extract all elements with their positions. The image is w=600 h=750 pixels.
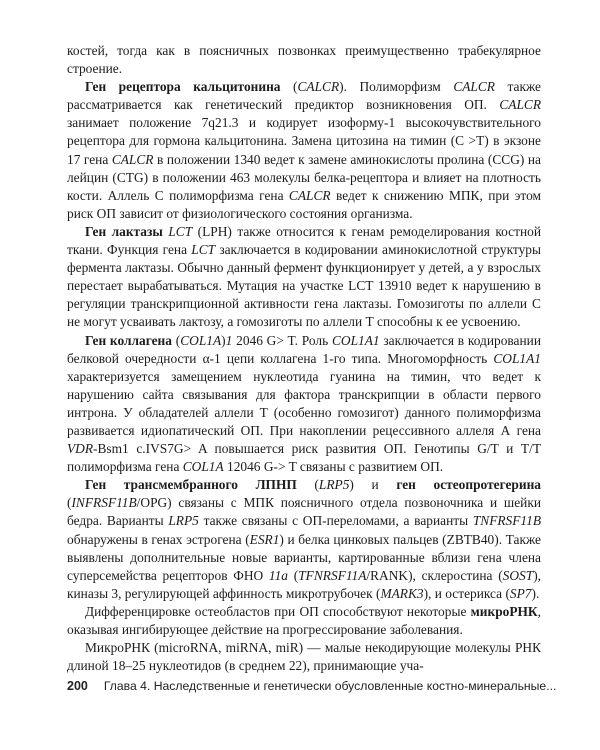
text-run: занимает положение 7q21.3 и кодирует изоформу-1 высокочувствительного рецептора для гормона кальцитонина. Замена цитозина на тимин (С >Т) в экзоне 17 гена xyxy=(67,115,541,167)
gene-symbol: LCT xyxy=(191,242,216,258)
gene-symbol: VDR xyxy=(67,441,94,457)
text-run: , оказывая ингибирующее действие на прогрессирование заболевания. xyxy=(67,603,541,637)
gene-symbol: SP7 xyxy=(509,585,532,601)
text-run: ведет к снижению МПК, при этом риск ОП зависит от физиологического состояния организма. xyxy=(67,187,541,221)
gene-symbol: CALCR xyxy=(453,79,495,95)
gene-symbol: 1 xyxy=(225,332,233,348)
text-run: ). Полиморфизм xyxy=(339,79,454,95)
text-run: Дифференцировке остеобластов при ОП способствуют некоторые xyxy=(85,603,471,619)
gene-symbol: ESR1 xyxy=(249,531,280,547)
text-run: костей, тогда как в поясничных позвонках преимущественно трабекулярное строение. xyxy=(67,43,541,77)
text-run: ( xyxy=(67,495,72,511)
page-footer xyxy=(67,678,557,693)
text-run: /OPG) связаны с МПК поясничного отдела позвоночника и шейки бедра. Варианты xyxy=(67,495,541,529)
bold-term: Ген трансмембранного ЛПНП xyxy=(85,477,297,493)
text-run: ) и белка цинковых пальцев (ZBTB40). Также выявлены дополнительные новые варианты, картированные вблизи гена члена суперсемейства рецепторов ФНО xyxy=(67,531,541,583)
paragraph xyxy=(67,332,541,477)
text-run: также связаны с ОП-переломами, а варианты xyxy=(198,513,473,529)
gene-symbol: LCT xyxy=(168,223,193,239)
text-run: ). xyxy=(531,585,540,601)
text-run: в положении 1340 ведет к замене аминокислоты пролина (CCG) на лейцин (CTG) в положении 463 молекулы белка-рецептора и влияет на плотность кости. Аллель С полиморфизма гена xyxy=(67,151,541,203)
gene-symbol: COL1A1 xyxy=(331,332,380,348)
gene-symbol: CALCR xyxy=(111,151,154,167)
text-run: 12046 G-> T связаны с развитием ОП. xyxy=(223,459,444,475)
bold-term: ген остеопротегерина xyxy=(396,477,542,493)
gene-symbol: LRP5 xyxy=(318,477,350,493)
text-run: ), киназы 3, регулирующей аффинность микротрубочек ( xyxy=(67,567,541,601)
paragraph xyxy=(67,223,541,332)
paragraph xyxy=(67,603,541,639)
text-run: ( xyxy=(280,79,298,95)
body-text xyxy=(67,42,541,675)
gene-symbol: CALCR xyxy=(297,79,340,95)
gene-symbol: TFNRSF11A xyxy=(298,567,367,583)
gene-symbol: COL1A1 xyxy=(493,350,541,366)
bold-term: Ген коллагена xyxy=(85,332,172,348)
gene-symbol: COL1A xyxy=(180,332,222,348)
text-run: характеризуется замещением нуклеотида гуанина на тимин, что ведет к нарушению сайта связывания для фактора транскрипции в области первого интрона. У обладателей аллели Т (особенно гомозигот) данного полиморфизма развивается идиопатический ОП. При накоплении рецессивного аллеля А гена xyxy=(67,368,541,438)
text-run: /RANK), склеростина ( xyxy=(366,567,503,583)
gene-symbol: MARK3 xyxy=(380,585,424,601)
gene-symbol: CALCR xyxy=(499,97,541,113)
gene-symbol: LRP5 xyxy=(168,513,199,529)
gene-symbol: 11a xyxy=(268,567,288,583)
paragraph xyxy=(67,78,541,223)
gene-symbol: CALCR xyxy=(288,187,331,203)
bold-term: микроРНК xyxy=(470,603,538,619)
text-run: также рассматривается как генетический предиктор возникновения ОП. xyxy=(67,79,541,113)
text-run: обнаружены в генах эстрогена ( xyxy=(67,531,250,547)
text-run: заключается в кодировании белковой очередности α-1 цепи коллагена 1-го типа. Многоморфность xyxy=(67,332,541,366)
bold-term: Ген лактазы xyxy=(85,223,163,239)
gene-symbol: INFRSF11B xyxy=(71,495,137,511)
paragraph xyxy=(67,639,541,675)
text-run: ) xyxy=(221,332,226,348)
text-run: заключается в кодировании аминокислотной структуры фермента лактазы. Обычно данный фермент функционирует у детей, а у взрослых перестает вырабатываться. Мутация на участке LCT 13910 ведет к нарушению в регуляции транскрипционной активности гена лактазы. Гомозиготы по аллели С не могут усваивать лактозу, а гомозиготы по аллели Т способны к ее усвоению. xyxy=(67,242,541,330)
text-run: ( xyxy=(296,477,319,493)
gene-symbol: COL1A xyxy=(182,459,224,475)
text-run: МикроРНК (microRNA, miRNA, miR) — малые некодирующие молекулы РНК длиной 18–25 нуклеотидов (в среднем 22), принимающие уча- xyxy=(67,640,541,674)
text-run: 2046 G> T. Роль xyxy=(232,332,332,348)
text-run: ), и остерикса ( xyxy=(423,585,510,601)
running-title: Глава 4. Наследственные и генетически обусловленные костно-минеральные... xyxy=(103,678,557,693)
page-number: 200 xyxy=(67,678,88,693)
text-run: ) и xyxy=(349,477,397,493)
text-run: (LPH) также относится к генам ремоделирования костной ткани. Функция гена xyxy=(67,223,542,258)
paragraph xyxy=(67,476,541,603)
text-run: ( xyxy=(171,332,181,348)
text-run: -Bsm1 c.IVS7G> A повышается риск развития ОП. Генотипы G/T и T/T полиморфизма гена xyxy=(67,441,541,475)
text-run: ( xyxy=(288,567,299,583)
paragraph xyxy=(67,42,541,78)
bold-term: Ген рецептора кальцитонина xyxy=(85,79,281,95)
gene-symbol: TNFRSF11B xyxy=(472,513,542,529)
gene-symbol: SOST xyxy=(502,567,534,583)
